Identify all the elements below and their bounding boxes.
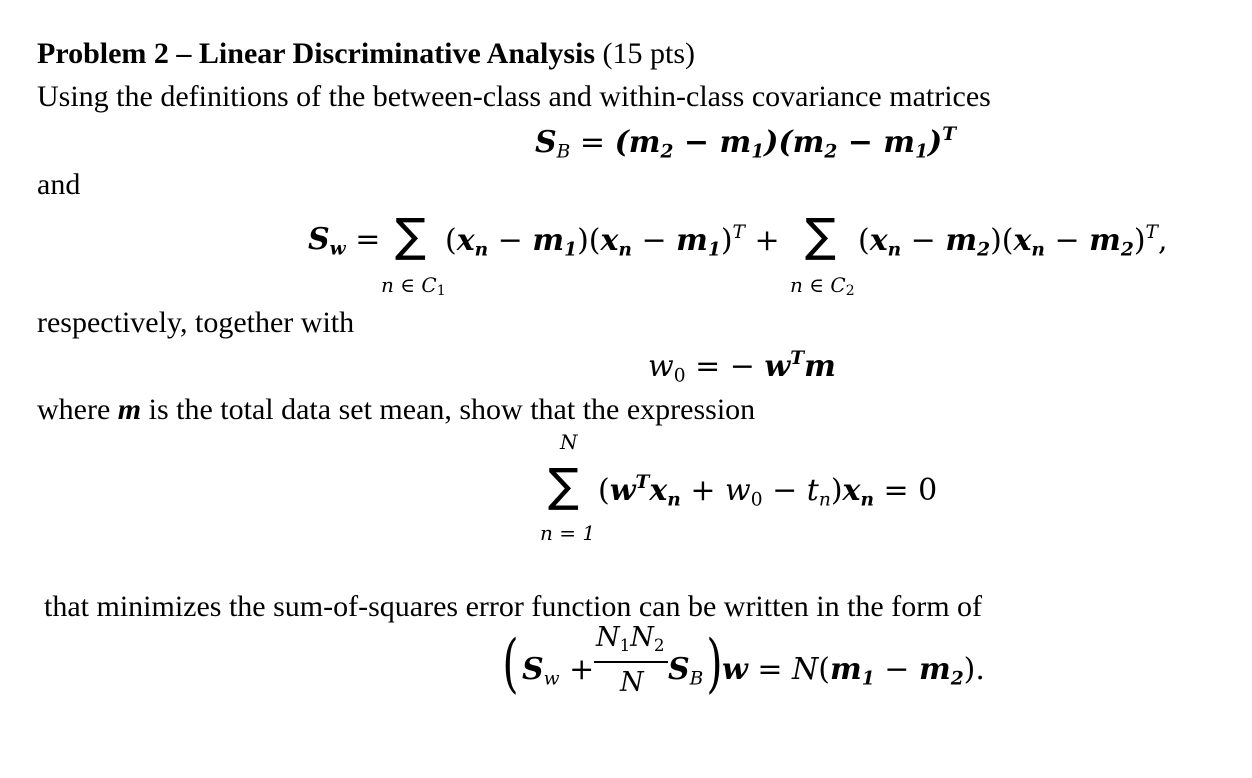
sum-lower-limit: n = 1: [540, 521, 596, 545]
sw-term2: $(x_n - m_2)(x_n - m_2)^T$,: [858, 222, 1168, 261]
sum-body: $(w^Tx_n + w_0 - t_n)x_n = 0$: [598, 472, 938, 511]
sw-lhs: $S_w$ =: [308, 222, 381, 260]
fraction-numerator: $N_1N_2$: [596, 622, 665, 656]
minimizes-text: that minimizes the sum-of-squares error function can be written in the form of: [44, 590, 983, 623]
sw-term1: $(x_n - m_1)(x_n - m_1)^T$ +: [445, 222, 780, 261]
fraction-denominator: N: [620, 667, 644, 698]
result-sb: $S_B$: [668, 652, 704, 690]
sum-sign-n: ∑: [548, 458, 579, 512]
respectively-text: respectively, together with: [37, 306, 355, 339]
left-paren: (: [502, 627, 519, 701]
where-pre: where: [37, 393, 118, 426]
right-paren: ): [706, 627, 723, 701]
where-text: [37, 393, 755, 427]
sum-index-c2: n ∈ C2: [790, 273, 855, 299]
problem-title-bold: Problem 2 – Linear Discriminative Analysis: [37, 37, 596, 70]
fraction-bar: [594, 661, 668, 663]
problem-points: (15 pts): [602, 37, 696, 70]
sum-sign-c2: ∑: [805, 208, 836, 262]
sum-upper-limit: N: [560, 430, 578, 454]
intro-text: Using the definitions of the between-class and within-class covariance matrices: [37, 80, 991, 113]
where-post: is the total data set mean, show that the expression: [141, 393, 756, 426]
sum-sign-c1: ∑: [395, 208, 426, 262]
result-sw: $S_w$ +: [522, 652, 595, 690]
and-text: and: [37, 168, 81, 201]
where-m: m: [117, 393, 142, 426]
sum-index-c1: n ∈ C1: [381, 273, 446, 299]
equation-sb: $S_B = (m_2 - m_1)(m_2 - m_1)^T$: [535, 124, 957, 163]
problem-title: [37, 37, 695, 71]
result-rhs: $w = N(m_1 - m_2)$.: [722, 652, 985, 690]
equation-w0: $w_0$ = − $w^Tm$: [648, 348, 836, 387]
